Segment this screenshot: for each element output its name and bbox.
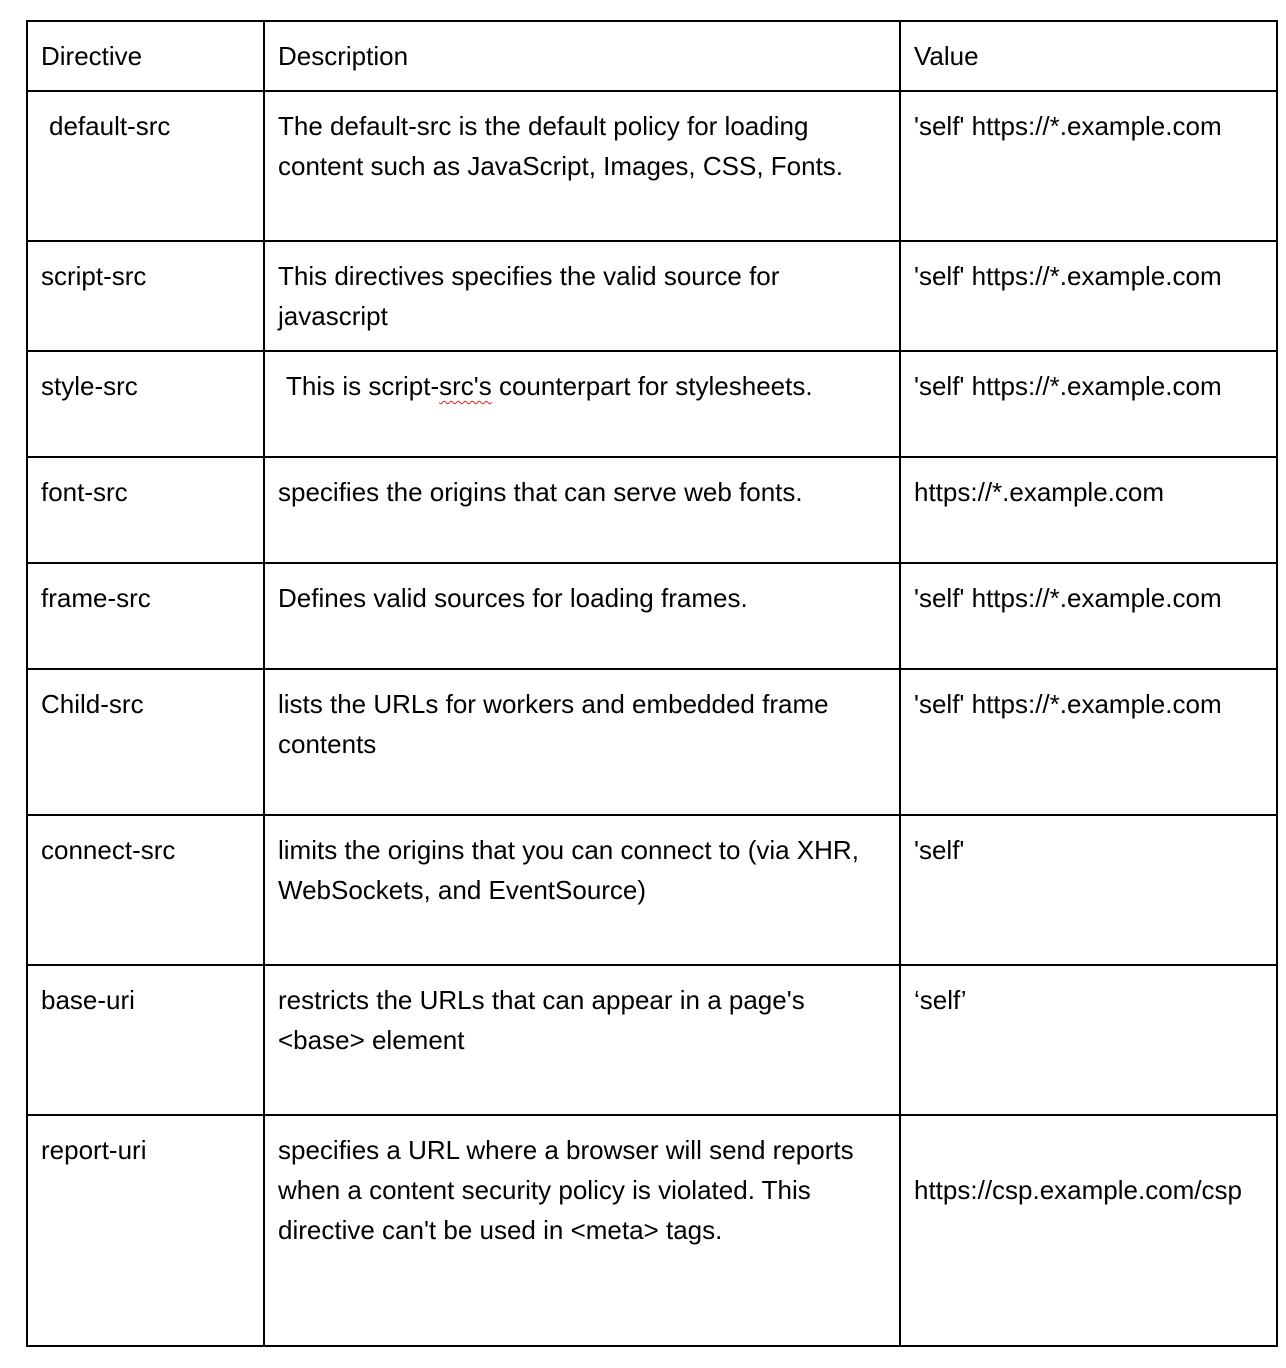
directive-cell: script-src — [27, 241, 264, 351]
description-cell: restricts the URLs that can appear in a page's <base> element — [264, 965, 900, 1115]
header-description: Description — [264, 21, 900, 91]
description-cell: specifies a URL where a browser will send reports when a content security policy is violated. This directive can't be used in <meta> tags. — [264, 1115, 900, 1346]
table-row — [27, 965, 1277, 1115]
description-cell: The default-src is the default policy for loading content such as JavaScript, Images, CSS, Fonts. — [264, 91, 900, 241]
table-row — [27, 815, 1277, 965]
directive-cell: style-src — [27, 351, 264, 457]
description-cell: Defines valid sources for loading frames. — [264, 563, 900, 669]
value-cell: 'self' https://*.example.com — [900, 563, 1277, 669]
csp-directives-table — [26, 20, 1278, 1347]
description-cell: limits the origins that you can connect to (via XHR, WebSockets, and EventSource) — [264, 815, 900, 965]
directive-cell — [27, 91, 264, 241]
value-cell: 'self' https://*.example.com — [900, 669, 1277, 815]
directive-name: default-src — [49, 111, 171, 141]
value-cell: 'self' — [900, 815, 1277, 965]
description-cell: lists the URLs for workers and embedded frame contents — [264, 669, 900, 815]
description-text: This is script- — [286, 371, 440, 401]
directive-cell: Child-src — [27, 669, 264, 815]
value-cell: 'self' https://*.example.com — [900, 91, 1277, 241]
table-row — [27, 241, 1277, 351]
value-cell: https://csp.example.com/csp — [900, 1115, 1277, 1346]
value-cell: 'self' https://*.example.com — [900, 351, 1277, 457]
value-cell: ‘self’ — [900, 965, 1277, 1115]
table-header-row — [27, 21, 1277, 91]
description-cell — [264, 351, 900, 457]
directive-cell: font-src — [27, 457, 264, 563]
value-cell: 'self' https://*.example.com — [900, 241, 1277, 351]
header-directive: Directive — [27, 21, 264, 91]
table-row — [27, 669, 1277, 815]
table-row — [27, 351, 1277, 457]
spellcheck-flagged-word[interactable]: src's — [439, 371, 492, 401]
value-cell: https://*.example.com — [900, 457, 1277, 563]
description-text: counterpart for stylesheets. — [491, 371, 813, 401]
directive-cell: frame-src — [27, 563, 264, 669]
table-row — [27, 1115, 1277, 1346]
description-cell: This directives specifies the valid source for javascript — [264, 241, 900, 351]
table-row — [27, 91, 1277, 241]
directive-cell: report-uri — [27, 1115, 264, 1346]
table-row — [27, 563, 1277, 669]
header-value: Value — [900, 21, 1277, 91]
directive-cell: connect-src — [27, 815, 264, 965]
table-row — [27, 457, 1277, 563]
description-cell: specifies the origins that can serve web fonts. — [264, 457, 900, 563]
directive-cell: base-uri — [27, 965, 264, 1115]
